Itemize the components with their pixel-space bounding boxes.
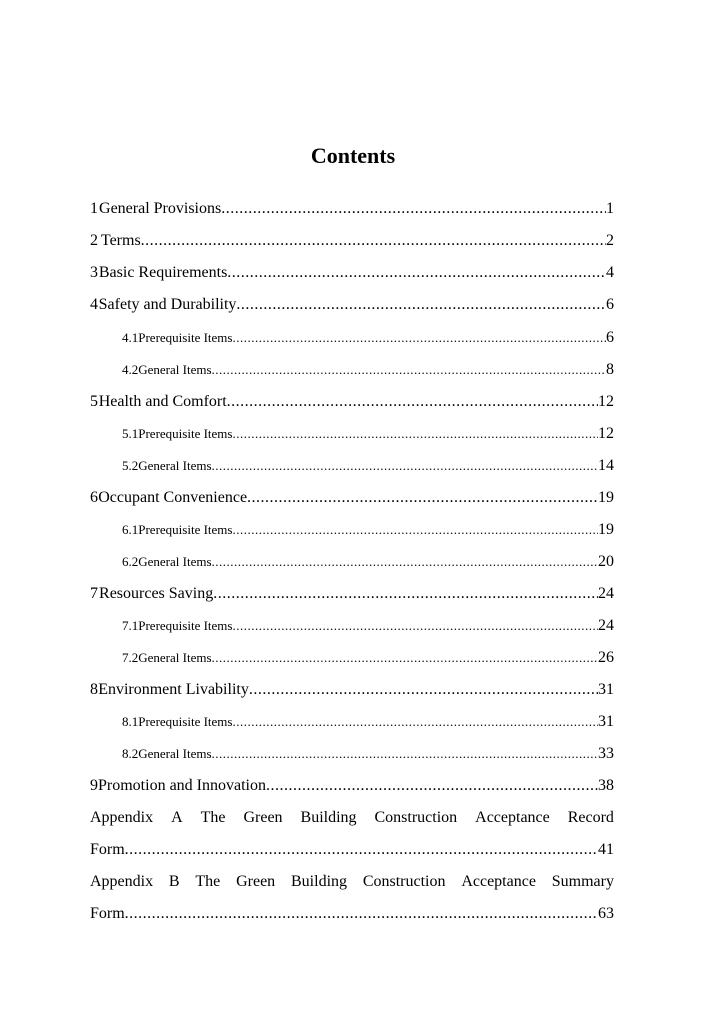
toc-entry-page: 6 (606, 329, 614, 346)
dot-leader (212, 554, 598, 570)
toc-entry-label: Prerequisite Items (138, 618, 233, 633)
toc-entry-label: Prerequisite Items (138, 714, 233, 729)
toc-subentry[interactable] (122, 617, 614, 641)
toc-subentry[interactable] (122, 329, 614, 353)
appendix-a-word: The (200, 809, 226, 826)
toc-entry-page: 4 (606, 264, 614, 281)
dot-leader (212, 746, 598, 762)
toc-entry-label: Environment Livability (98, 681, 249, 698)
toc-entry-page: 63 (598, 905, 614, 922)
toc-entry-number: 8.2 (122, 746, 139, 761)
toc-subentry[interactable] (122, 521, 614, 545)
dot-leader (227, 393, 598, 411)
toc-entry-page: 14 (598, 457, 614, 474)
toc-entry-page: 31 (598, 713, 614, 730)
toc-entry-page: 2 (606, 232, 614, 249)
dot-leader (221, 200, 606, 218)
toc-entry[interactable] (90, 585, 614, 609)
appendix-b-word: The (195, 873, 221, 890)
toc-entry-label: Health and Comfort (98, 393, 227, 410)
appendix-b-word: Green (236, 873, 276, 890)
toc-entry-number: 7.1 (122, 618, 139, 633)
dot-leader (236, 296, 606, 314)
dot-leader (227, 264, 606, 282)
toc-entry-label: Terms (100, 232, 141, 249)
toc-entry-page: 12 (598, 425, 614, 442)
toc-entry[interactable] (90, 264, 614, 288)
toc-subentry[interactable] (122, 713, 614, 737)
toc-entry-number: 6 (90, 489, 98, 506)
dot-leader (141, 232, 606, 250)
toc-entry-page: 12 (598, 393, 614, 410)
toc-entry-label: General Items (138, 554, 212, 569)
toc-entry-page: 33 (598, 745, 614, 762)
toc-entry-page: 19 (598, 521, 614, 538)
toc-subentry[interactable] (122, 649, 614, 673)
toc-entry-label: Prerequisite Items (138, 522, 233, 537)
toc-entry-number: 6.2 (122, 554, 139, 569)
toc-entry[interactable] (90, 681, 614, 705)
appendix-b-word: Appendix (90, 873, 154, 890)
dot-leader (232, 714, 598, 730)
appendix-a-word: Record (567, 809, 614, 826)
toc-entry-number: 8.1 (122, 714, 139, 729)
appendix-b-title[interactable] (90, 873, 614, 897)
toc-entry-page: 26 (598, 649, 614, 666)
appendix-a-title[interactable] (90, 809, 614, 833)
toc-entry-page: 31 (598, 681, 614, 698)
toc-entry-label: Prerequisite Items (138, 330, 233, 345)
toc-entry-number: 4 (90, 296, 98, 313)
toc-entry-number: 3 (90, 264, 98, 281)
dot-leader (125, 841, 598, 859)
appendix-a-word: Construction (374, 809, 458, 826)
dot-leader (232, 426, 598, 442)
dot-leader (125, 905, 598, 923)
appendix-b-word: Building (291, 873, 348, 890)
toc-subentry[interactable] (122, 425, 614, 449)
toc-entry-number: 4.1 (122, 330, 139, 345)
toc-entry-label: General Items (138, 650, 212, 665)
toc-entry-page: 38 (598, 777, 614, 794)
toc-entry-number: 8 (90, 681, 98, 698)
toc-entry-label: Form (90, 841, 125, 858)
dot-leader (212, 650, 598, 666)
dot-leader (212, 458, 598, 474)
toc-entry-number: 5.2 (122, 458, 139, 473)
toc-entry-page: 1 (606, 200, 614, 217)
toc-entry[interactable] (90, 393, 614, 417)
dot-leader (212, 362, 606, 378)
toc-entry-label: Form (90, 905, 125, 922)
toc-entry-page: 6 (606, 296, 614, 313)
appendix-a-word: Acceptance (475, 809, 550, 826)
toc-entry-number: 7.2 (122, 650, 139, 665)
toc-entry-label: Resources Saving (99, 585, 214, 602)
toc-entry-label: General Provisions (99, 200, 222, 217)
dot-leader (232, 330, 606, 346)
dot-leader (249, 681, 598, 699)
toc-entry-page: 24 (598, 617, 614, 634)
appendix-a-word: A (171, 809, 183, 826)
toc-entry[interactable] (90, 200, 614, 224)
toc-entry-number: 6.1 (122, 522, 139, 537)
toc-entry-label: General Items (138, 362, 212, 377)
page-title: Contents (310, 143, 396, 168)
toc-entry-number: 5.1 (122, 426, 139, 441)
toc-entry-label: Promotion and Innovation (98, 777, 266, 794)
toc-entry-page: 19 (598, 489, 614, 506)
toc-entry-page: 24 (598, 585, 614, 602)
toc-entry-page: 41 (598, 841, 614, 858)
toc-entry-label: General Items (138, 458, 212, 473)
toc-subentry[interactable] (122, 361, 614, 385)
toc-entry-page: 20 (598, 553, 614, 570)
toc-entry-appendix-b[interactable] (90, 905, 614, 929)
toc-entry[interactable] (90, 296, 614, 320)
toc-entry-number: 2 (90, 232, 98, 249)
toc-entry-number: 4.2 (122, 362, 139, 377)
toc-entry-label: Safety and Durability (98, 296, 237, 313)
appendix-b-word: Construction (362, 873, 446, 890)
toc-subentry[interactable] (122, 745, 614, 769)
appendix-a-word: Building (300, 809, 357, 826)
toc-entry-label: General Items (138, 746, 212, 761)
toc-entry[interactable] (90, 489, 614, 513)
toc-entry-number: 9 (90, 777, 98, 794)
dot-leader (232, 522, 598, 538)
appendix-a-word: Green (243, 809, 283, 826)
toc-entry-appendix-a[interactable] (90, 841, 614, 865)
dot-leader (266, 777, 598, 795)
dot-leader (213, 585, 598, 603)
toc-subentry[interactable] (122, 553, 614, 577)
toc-entry-number: 7 (90, 585, 98, 602)
toc-subentry[interactable] (122, 457, 614, 481)
toc-entry-label: Basic Requirements (98, 264, 228, 281)
toc-entry-number: 1 (90, 200, 98, 217)
toc-entry[interactable] (90, 777, 614, 801)
appendix-b-word: Summary (551, 873, 614, 890)
appendix-b-word: Acceptance (461, 873, 536, 890)
appendix-b-word: B (168, 873, 180, 890)
toc-entry[interactable] (90, 232, 614, 256)
toc-entry-label: Prerequisite Items (138, 426, 233, 441)
toc-entry-page: 8 (606, 361, 614, 378)
appendix-a-word: Appendix (90, 809, 154, 826)
dot-leader (247, 489, 598, 507)
toc-entry-number: 5 (90, 393, 98, 410)
toc-entry-label: Occupant Convenience (98, 489, 248, 506)
dot-leader (232, 618, 598, 634)
